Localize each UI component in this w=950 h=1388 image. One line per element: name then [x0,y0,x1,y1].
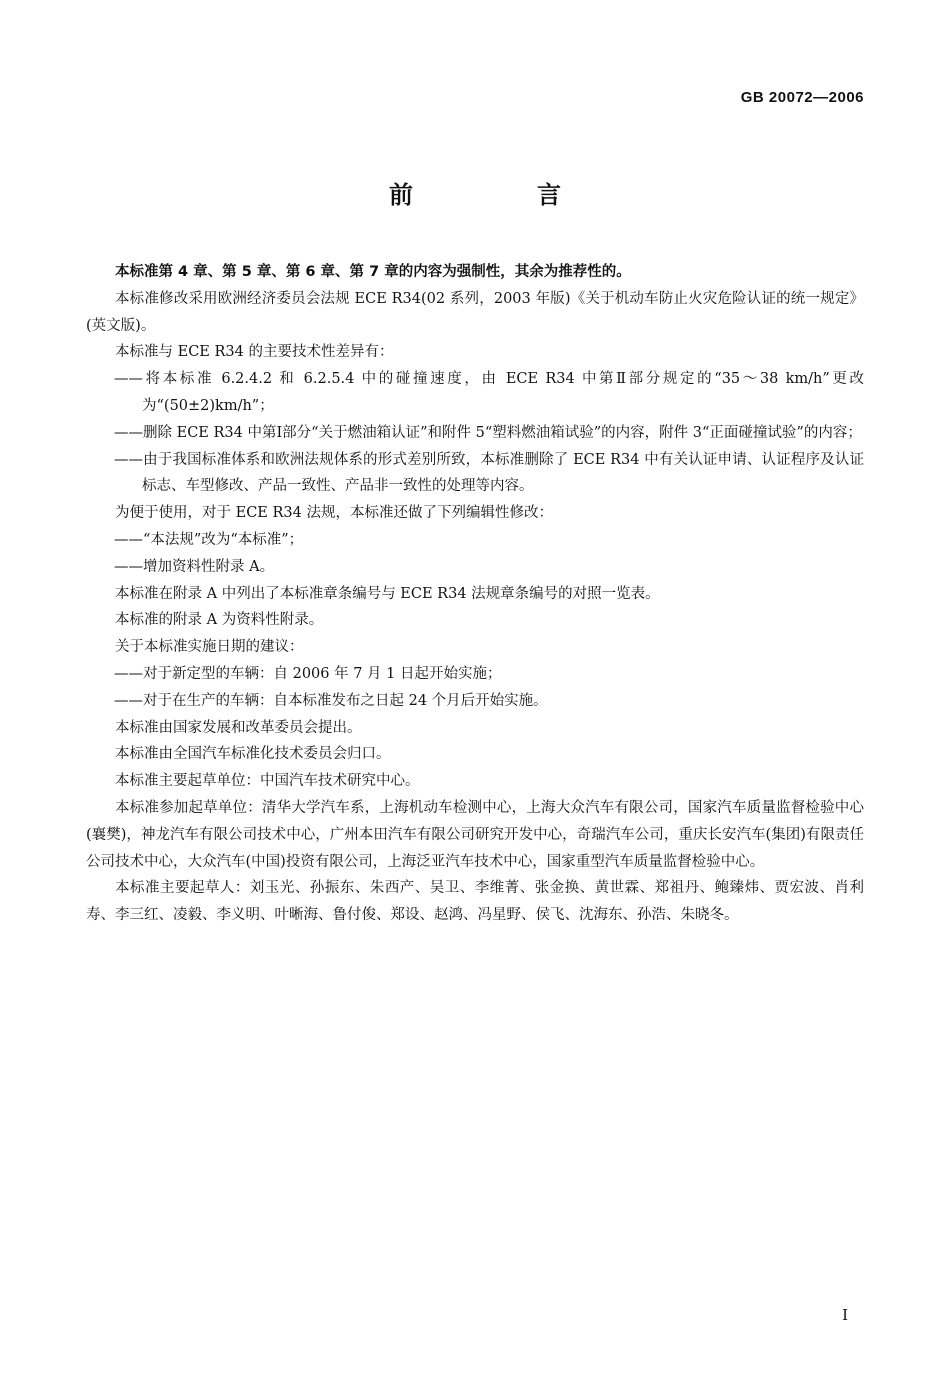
participating-units-paragraph: 本标准参加起草单位：清华大学汽车系，上海机动车检测中心，上海大众汽车有限公司，国家汽车质量监督检验中心(襄樊)，神龙汽车有限公司技术中心，广州本田汽车有限公司研究开发中心，奇瑞汽车公司，重庆长安汽车(集团)有限责任公司技术中心，大众汽车(中国)投资有限公司，上海泛亚汽车技术中心，国家重型汽车质量监督检验中心。 [86,799,864,870]
page-number: I [842,1306,848,1324]
adoption-paragraph: 本标准修改采用欧洲经济委员会法规 ECE R34(02 系列，2003 年版)《关于机动车防止火灾危险认证的统一规定》(英文版)。 [86,290,864,334]
mandatory-scope-paragraph: 本标准第 4 章、第 5 章、第 6 章、第 7 章的内容为强制性，其余为推荐性的。 [115,264,631,280]
editorial-item: ——增加资料性附录 A。 [114,558,275,575]
page-title: 前 言 [389,181,611,209]
implementation-intro: 关于本标准实施日期的建议： [115,639,304,656]
standard-code: GB 20072—2006 [740,89,864,106]
implementation-item: ——对于新定型的车辆：自 2006 年 7 月 1 日起开始实施； [114,665,502,682]
drafters-paragraph: 本标准主要起草人：刘玉光、孙振东、朱西产、吴卫、李维菁、张金换、黄世霖、郑祖丹、鲍臻炜、贾宏波、肖利寿、李三红、凌毅、李义明、叶晰海、鲁付俊、郑设、赵鸿、冯星野、侯飞、沈海东、孙浩、朱晓冬。 [86,880,864,924]
difference-item: ——删除 ECE R34 中第Ⅰ部分“关于燃油箱认证”和附件 5“塑料燃油箱试验”的内容，附件 3“正面碰撞试验”的内容； [114,424,862,441]
implementation-item: ——对于在生产的车辆：自本标准发布之日起 24 个月后开始实施。 [114,692,548,709]
annex-type-paragraph: 本标准的附录 A 为资料性附录。 [115,612,324,629]
main-drafter-unit-paragraph: 本标准主要起草单位：中国汽车技术研究中心。 [115,773,420,790]
editorial-item: ——“本法规”改为“本标准”； [114,531,304,548]
centralized-paragraph: 本标准由全国汽车标准化技术委员会归口。 [115,746,391,763]
difference-item: ——将本标准 6.2.4.2 和 6.2.5.4 中的碰撞速度，由 ECE R34 中第Ⅱ部分规定的“35～38 km/h”更改为“(50±2)km/h”； [114,371,864,414]
editorial-intro: 为便于使用，对于 ECE R34 法规，本标准还做了下列编辑性修改： [115,505,553,522]
proposer-paragraph: 本标准由国家发展和改革委员会提出。 [115,719,362,736]
foreword-body [86,259,864,929]
difference-item: ——由于我国标准体系和欧洲法规体系的形式差别所致，本标准删除了 ECE R34 中有关认证申请、认证程序及认证标志、车型修改、产品一致性、产品非一致性的处理等内容。 [114,451,864,495]
annex-table-paragraph: 本标准在附录 A 中列出了本标准章条编号与 ECE R34 法规章条编号的对照一览表。 [115,585,660,602]
differences-intro: 本标准与 ECE R34 的主要技术性差异有： [115,344,394,361]
